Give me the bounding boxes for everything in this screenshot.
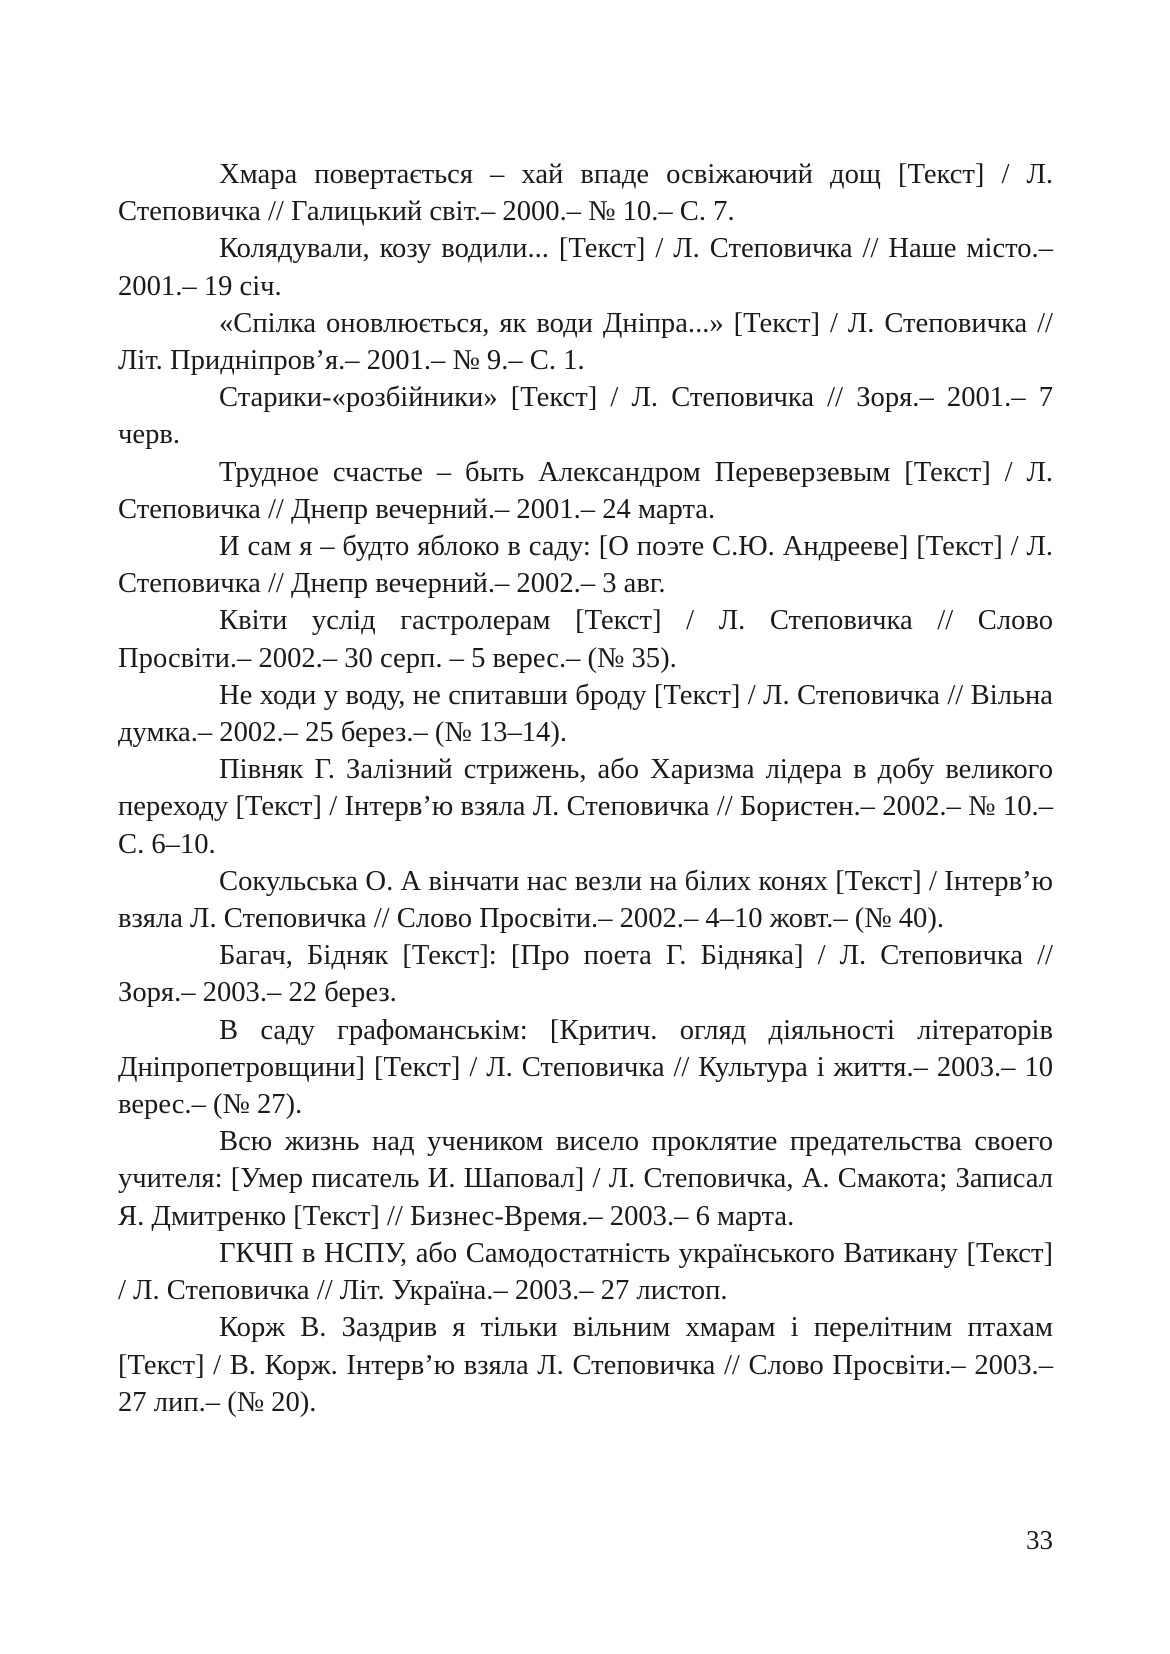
bibliography-entry: Квіти услід гастролерам [Текст] / Л. Степовичка // Слово Просвіти.– 2002.– 30 серп. – 5 верес.– (№ 35). bbox=[118, 605, 1053, 674]
bibliography-list bbox=[118, 156, 1053, 1421]
bibliography-entry: Не ходи у воду, не спитавши броду [Текст] / Л. Степовичка // Вільна думка.– 2002.– 25 берез.– (№ 13–14). bbox=[118, 679, 1053, 749]
bibliography-entry: «Спілка оновлюється, як води Дніпра...» [Текст] / Л. Степовичка // Літ. Придніпров’я.– 2001.– № 9.– С. 1. bbox=[118, 307, 1053, 377]
bibliography-entry: В саду графоманськім: [Критич. огляд діяльності літераторів Дніпропетровщини] [Текст] / Л. Степовичка // Культура і життя.– 2003.– 10 верес.– (№ 27). bbox=[118, 1014, 1053, 1121]
bibliography-entry: ГКЧП в НСПУ, або Самодостатність українського Ватикану [Текст] / Л. Степовичка // Літ. Україна.– 2003.– 27 листоп. bbox=[118, 1237, 1053, 1307]
bibliography-entry: Всю жизнь над учеником висело проклятие предательства своего учителя: [Умер писатель И. Шаповал] / Л. Степовичка, А. Смакота; Записал Я. Дмитренко [Текст] // Бизнес-Время.– 2003.– 6 марта. bbox=[118, 1126, 1053, 1232]
bibliography-entry: Хмара повертається – хай впаде освіжаючий дощ [Текст] / Л. Степовичка // Галицький світ.– 2000.– № 10.– С. 7. bbox=[118, 159, 1053, 228]
page-number: 33 bbox=[1026, 1525, 1053, 1555]
bibliography-entry: И сам я – будто яблоко в саду: [О поэте С.Ю. Андрееве] [Текст] / Л. Степовичка // Днепр вечерний.– 2002.– 3 авг. bbox=[118, 531, 1053, 600]
bibliography-entry: Трудное счастье – быть Александром Переверзевым [Текст] / Л. Степовичка // Днепр вечерний.– 2001.– 24 марта. bbox=[118, 456, 1053, 525]
bibliography-entry: Колядували, козу водили... [Текст] / Л. Степовичка // Наше місто.– 2001.– 19 січ. bbox=[118, 233, 1053, 302]
bibliography-entry: Півняк Г. Залізний стрижень, або Харизма лідера в добу великого переходу [Текст] / Інтерв’ю взяла Л. Степовичка // Бористен.– 2002.– № 10.– С. 6–10. bbox=[118, 754, 1053, 860]
bibliography-entry: Сокульська О. А вінчати нас везли на білих конях [Текст] / Інтерв’ю взяла Л. Степовичка // Слово Просвіти.– 2002.– 4–10 жовт.– (№ 40). bbox=[118, 865, 1053, 935]
bibliography-entry: Корж В. Заздрив я тільки вільним хмарам і перелітним птахам [Текст] / В. Корж. Інтерв’ю взяла Л. Степовичка // Слово Просвіти.– 2003.– 27 лип.– (№ 20). bbox=[118, 1312, 1053, 1418]
bibliography-entry: Старики-«розбійники» [Текст] / Л. Степовичка // Зоря.– 2001.– 7 черв. bbox=[118, 382, 1053, 451]
bibliography-entry: Багач, Бідняк [Текст]: [Про поета Г. Бідняка] / Л. Степовичка // Зоря.– 2003.– 22 берез. bbox=[118, 940, 1053, 1009]
